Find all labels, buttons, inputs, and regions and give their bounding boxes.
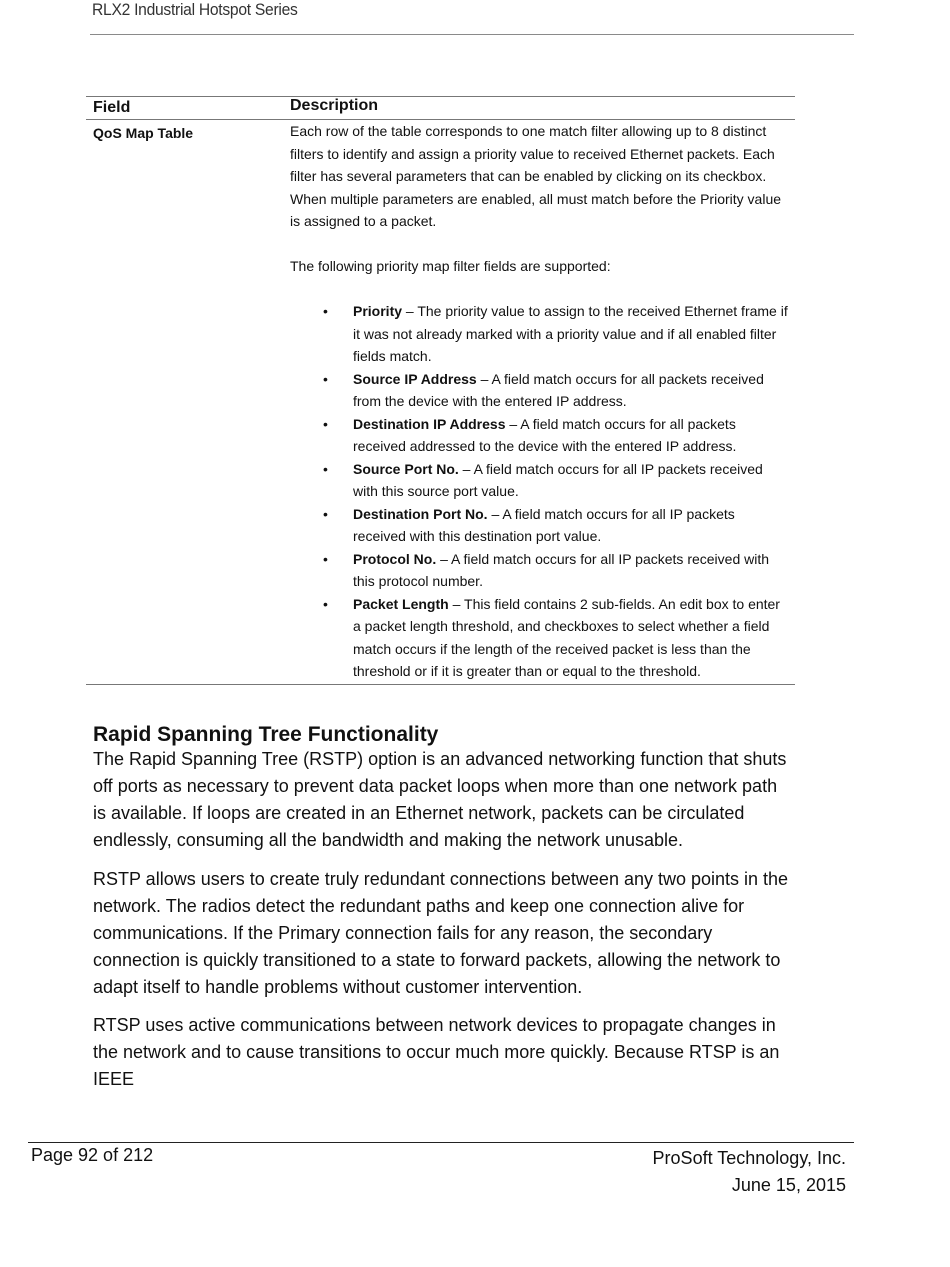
column-header-description: Description bbox=[290, 97, 379, 114]
list-item-text: – A field match occurs for all IP packets received with this source port value. bbox=[353, 460, 763, 499]
list-item-term: Destination IP Address bbox=[353, 415, 506, 432]
publication-date: June 15, 2015 bbox=[731, 1175, 846, 1195]
body-paragraph-2: RSTP allows users to create truly redundant connections between any two points in the network. The radios detect the redundant paths and keep one connection alive for communications. If the Primary connection fails for any reason, the secondary connection is quickly transitioned to a state to forward packets, allowing the network to adapt itself to handle problems without customer intervention. bbox=[93, 869, 789, 997]
field-name-cell: QoS Map Table bbox=[93, 125, 194, 141]
list-item bbox=[290, 368, 790, 413]
list-item-text: – The priority value to assign to the received Ethernet frame if it was not already marked with a priority value and if all enabled filter fields match. bbox=[353, 303, 788, 364]
description-cell bbox=[290, 120, 790, 683]
list-item-term: Destination Port No. bbox=[353, 505, 488, 522]
header-divider bbox=[90, 34, 854, 35]
section-heading: Rapid Spanning Tree Functionality bbox=[93, 723, 439, 746]
list-item-text: – This field contains 2 sub-fields. An edit box to enter a packet length threshold, and checkboxes to select whether a field match occurs if the length of the received packet is less than the threshold or if it is greater than or equal to the threshold. bbox=[353, 595, 780, 679]
list-item bbox=[290, 413, 790, 458]
bullet-icon: • bbox=[323, 370, 328, 387]
page-number: Page 92 of 212 bbox=[31, 1145, 154, 1165]
list-item bbox=[290, 300, 790, 368]
list-item-text: – A field match occurs for all IP packets received with this destination port value. bbox=[353, 505, 735, 544]
list-item bbox=[290, 593, 790, 683]
description-lead: The following priority map filter fields are supported: bbox=[290, 258, 611, 274]
bullet-icon: • bbox=[323, 505, 328, 522]
bullet-icon: • bbox=[323, 460, 328, 477]
list-item-term: Packet Length bbox=[353, 595, 449, 612]
body-paragraph-3: RTSP uses active communications between network devices to propagate changes in the network and to cause transitions to occur much more quickly. Because RTSP is an IEEE bbox=[93, 1015, 780, 1089]
bullet-icon: • bbox=[323, 415, 328, 432]
footer-publisher bbox=[653, 1145, 846, 1199]
list-item-term: Priority bbox=[353, 303, 403, 319]
bullet-icon: • bbox=[323, 550, 328, 567]
company-name: ProSoft Technology, Inc. bbox=[652, 1148, 846, 1168]
footer-divider bbox=[28, 1142, 854, 1143]
bullet-icon: • bbox=[323, 595, 328, 612]
list-item bbox=[290, 458, 790, 503]
list-item bbox=[290, 548, 790, 593]
list-item bbox=[290, 503, 790, 548]
description-intro: Each row of the table corresponds to one match filter allowing up to 8 distinct filters to identify and assign a priority value to received Ethernet packets. Each filter has several parameters that can be enabled by clicking on its checkbox. When multiple parameters are enabled, all must match before the Priority value is assigned to a packet. bbox=[290, 123, 782, 229]
body-paragraph-1: The Rapid Spanning Tree (RSTP) option is an advanced networking function that shuts off ports as necessary to prevent data packet loops when more than one network path is available. If loops are created in an Ethernet network, packets can be circulated endlessly, consuming all the bandwidth and making the network unusable. bbox=[93, 749, 787, 850]
bullet-icon: • bbox=[323, 303, 328, 319]
list-item-text: – A field match occurs for all packets received from the device with the entered IP address. bbox=[353, 370, 764, 409]
list-item-term: Protocol No. bbox=[353, 550, 437, 567]
table-row bbox=[86, 120, 795, 684]
list-item-term: Source Port No. bbox=[353, 460, 459, 477]
list-item-text: – A field match occurs for all IP packets received with this protocol number. bbox=[353, 550, 770, 589]
filter-field-list bbox=[290, 300, 790, 683]
list-item-text: – A field match occurs for all packets received addressed to the device with the entered IP address. bbox=[353, 415, 737, 454]
running-header: RLX2 Industrial Hotspot Series bbox=[92, 0, 298, 19]
table-header-row bbox=[86, 97, 795, 120]
column-header-field: Field bbox=[93, 99, 131, 116]
list-item-term: Source IP Address bbox=[353, 370, 477, 387]
field-description-table bbox=[86, 96, 795, 685]
